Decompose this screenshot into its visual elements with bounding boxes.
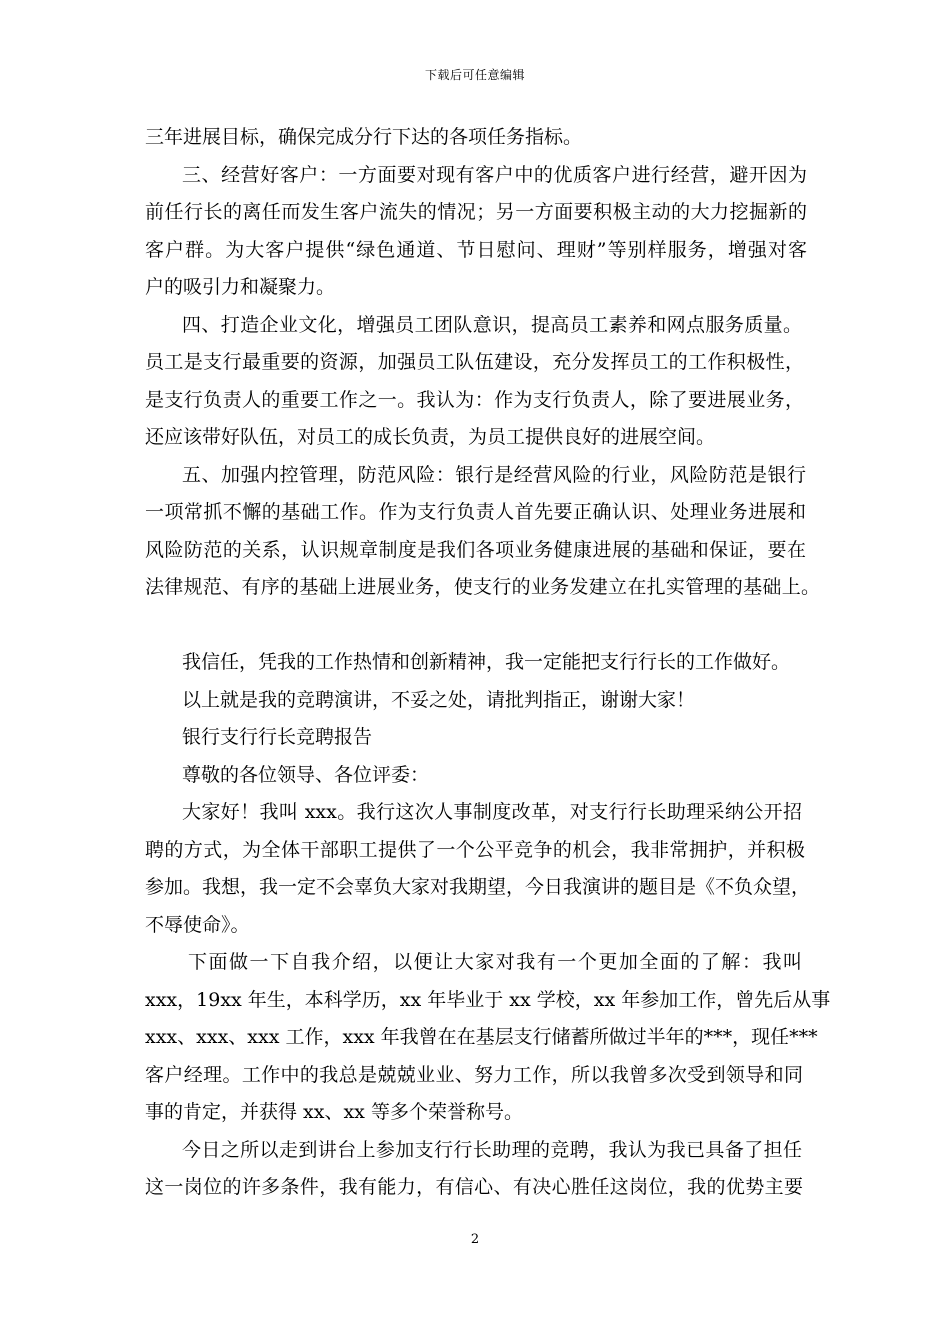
paragraph-line: 三年进展目标，确保完成分行下达的各项任务指标。: [145, 126, 583, 148]
paragraph-line: 户的吸引力和凝聚力。: [145, 276, 336, 298]
paragraph-line: 今日之所以走到讲台上参加支行行长助理的竞聘，我认为我已具备了担任: [182, 1139, 802, 1161]
paragraph-line: 五、加强内控管理，防范风险：银行是经营风险的行业，风险防范是银行: [182, 464, 806, 486]
paragraph-line: 不辱使命》。: [145, 914, 250, 936]
paragraph-line: 风险防范的关系，认识规章制度是我们各项业务健康进展的基础和保证，要在: [145, 539, 806, 561]
paragraph-line: 以上就是我的竞聘演讲，不妥之处，请批判指正，谢谢大家！: [182, 689, 696, 711]
paragraph-line: xxx、xxx、xxx 工作，xxx 年我曾在在基层支行储蓄所做过半年的***，现任***: [145, 1026, 818, 1048]
paragraph-line: xxx，19xx 年生，本科学历，xx 年毕业于 xx 学校，xx 年参加工作，曾先后从事: [145, 989, 831, 1011]
paragraph-line: 一项常抓不懈的基础工作。作为支行负责人首先要正确认识、处理业务进展和: [145, 501, 806, 523]
page-header: 下载后可任意编辑: [424, 68, 525, 82]
paragraph-line: 法律规范、有序的基础上进展业务，使支行的业务发建立在扎实管理的基础上。: [145, 576, 820, 598]
paragraph-line: 客户经理。工作中的我总是兢兢业业、努力工作，所以我曾多次受到领导和同: [145, 1064, 803, 1086]
paragraph-line: 员工是支行最重要的资源，加强员工队伍建设，充分发挥员工的工作积极性，: [145, 351, 804, 373]
paragraph-line: 四、打造企业文化，增强员工团队意识，提高员工素养和网点服务质量。: [182, 314, 802, 336]
paragraph-line: 我信任，凭我的工作热情和创新精神，我一定能把支行行长的工作做好。: [182, 651, 791, 673]
paragraph-line: 这一岗位的许多条件，我有能力，有信心、有决心胜任这岗位，我的优势主要: [145, 1176, 803, 1198]
paragraph-line: 大家好！我叫 xxx。我行这次人事制度改革，对支行行长助理采纳公开招: [182, 801, 802, 823]
paragraph-line: 尊敬的各位领导、各位评委：: [182, 764, 430, 786]
paragraph-line: 是支行负责人的重要工作之一。我认为：作为支行负责人，除了要进展业务，: [145, 389, 804, 411]
paragraph-line: 参加。我想，我一定不会辜负大家对我期望，今日我演讲的题目是《不负众望，: [145, 876, 811, 898]
paragraph-line: 前任行长的离任而发生客户流失的情况；另一方面要积极主动的大力挖掘新的: [145, 201, 807, 223]
paragraph-line: 下面做一下自我介绍，以便让大家对我有一个更加全面的了解：我叫: [188, 951, 802, 973]
paragraph-line: 客户群。为大客户提供“绿色通道、节日慰问、理财”等别样服务，增强对客: [145, 239, 807, 261]
paragraph-line: 聘的方式，为全体干部职工提供了一个公平竞争的机会，我非常拥护，并积极: [145, 839, 805, 861]
paragraph-line: 三、经营好客户：一方面要对现有客户中的优质客户进行经营，避开因为: [182, 164, 807, 186]
paragraph-line: 银行支行行长竞聘报告: [182, 726, 373, 748]
paragraph-line: 还应该带好队伍，对员工的成长负责，为员工提供良好的进展空间。: [145, 426, 716, 448]
page-number: 2: [470, 1232, 480, 1247]
paragraph-line: 事的肯定，并获得 xx、xx 等多个荣誉称号。: [145, 1101, 523, 1123]
